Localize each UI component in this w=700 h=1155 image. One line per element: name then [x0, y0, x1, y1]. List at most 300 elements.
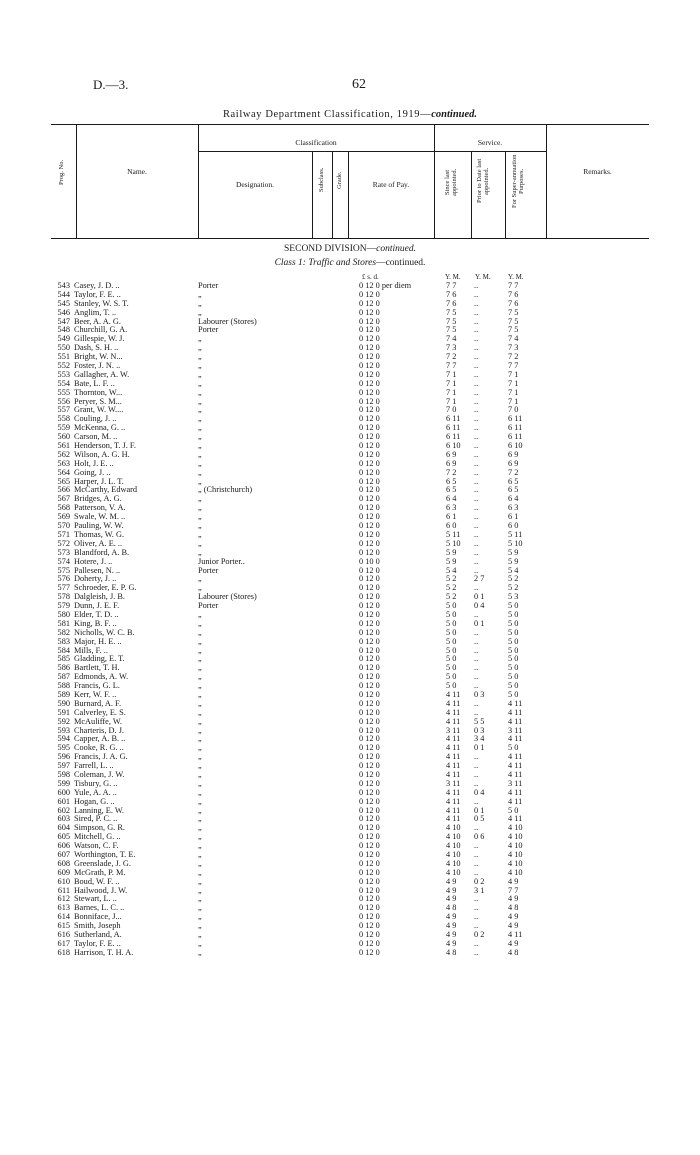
since-last-cell: 4 10	[446, 850, 461, 859]
name-cell: Watson, C. F.	[74, 841, 119, 851]
rate-of-pay-cell: 0 12 0	[359, 894, 380, 904]
page-reference: D.—3.	[93, 77, 129, 92]
header-divider	[546, 124, 547, 238]
name-cell: Smith, Joseph	[74, 921, 121, 931]
prior-to-cell: ..	[474, 387, 479, 397]
name-cell: Bonniface, J...	[74, 912, 122, 922]
prior-to-cell: ..	[474, 867, 479, 877]
prog-no-cell: 572	[57, 538, 70, 548]
rate-of-pay-cell: 0 12 0	[359, 601, 380, 611]
rate-of-pay-cell: 0 12 0	[359, 289, 380, 299]
designation-cell: „	[198, 369, 202, 379]
prog-no-cell: 565	[57, 476, 70, 486]
prior-to-cell: ..	[474, 423, 479, 433]
superannuation-cell: 5 2	[508, 574, 519, 584]
designation-cell: „	[198, 716, 202, 726]
since-last-cell: 4 8	[446, 903, 457, 913]
superannuation-cell: 5 0	[508, 672, 519, 682]
name-cell: Gallagher, A. W.	[74, 369, 130, 379]
prog-no-cell: 574	[57, 556, 70, 566]
rate-of-pay-cell: 0 12 0	[359, 636, 380, 646]
table-row	[0, 949, 700, 958]
name-cell: Taylor, F. E. ..	[74, 289, 121, 299]
rate-of-pay-cell: 0 12 0	[359, 449, 380, 459]
prog-no-cell: 566	[57, 485, 70, 495]
header-top-rule	[51, 124, 649, 125]
prior-to-cell: ..	[474, 538, 479, 548]
superannuation-cell: 5 0	[508, 645, 519, 655]
prog-no-cell: 604	[57, 823, 70, 833]
prog-no-cell: 579	[57, 601, 70, 611]
designation-cell: „	[198, 352, 202, 362]
designation-cell: „	[198, 583, 202, 593]
grade-header: Grade.	[336, 171, 343, 189]
since-last-cell: 4 10	[446, 858, 461, 868]
prior-to-header: Prior to Date last appointed.	[476, 158, 490, 204]
name-cell: Stanley, W. S. T.	[74, 298, 129, 308]
prior-to-cell: 2 7	[474, 574, 485, 584]
superannuation-cell: 4 10	[508, 867, 523, 877]
since-last-cell: 6 11	[446, 432, 461, 442]
designation-cell: „	[198, 503, 202, 513]
designation-cell: „	[198, 689, 202, 699]
superannuation-cell: 4 10	[508, 850, 523, 859]
since-last-cell: 5 0	[446, 609, 457, 619]
designation-cell: „	[198, 378, 202, 388]
header-divider	[505, 151, 506, 238]
superannuation-cell: 6 4	[508, 494, 519, 504]
rate-of-pay-cell: 0 12 0	[359, 361, 380, 371]
designation-cell: „	[198, 725, 202, 735]
designation-cell: „	[198, 307, 202, 317]
prog-no-cell: 544	[57, 289, 70, 299]
prior-to-cell: 3 1	[474, 885, 485, 895]
division-continued: continued.	[376, 244, 416, 254]
rate-of-pay-cell: 0 12 0	[359, 903, 380, 913]
rate-of-pay-cell: 0 12 0	[359, 752, 380, 762]
designation-cell: „	[198, 636, 202, 646]
superannuation-cell: 6 9	[508, 449, 519, 459]
name-cell: Foster, J. N. ..	[74, 361, 121, 371]
prior-to-cell: ..	[474, 565, 479, 575]
superannuation-cell: 4 11	[508, 752, 523, 762]
rate-of-pay-cell: 0 12 0	[359, 512, 380, 522]
name-cell: Carson, M. ..	[74, 432, 118, 442]
rate-of-pay-cell: 0 12 0	[359, 618, 380, 628]
header-divider	[471, 151, 472, 238]
name-cell: Edmonds, A. W.	[74, 672, 129, 682]
name-cell: Hogan, G. ..	[74, 796, 115, 806]
name-cell: Worthington, T. E.	[74, 850, 136, 859]
prior-to-cell: ..	[474, 281, 479, 290]
designation-cell: „	[198, 414, 202, 424]
rate-of-pay-cell: 0 12 0	[359, 912, 380, 922]
since-last-cell: 4 10	[446, 832, 461, 842]
name-cell: Barnes, L. C. ..	[74, 903, 125, 913]
rate-of-pay-cell: 0 12 0	[359, 503, 380, 513]
superannuation-cell: 4 8	[508, 947, 519, 957]
since-last-cell: 6 9	[446, 449, 457, 459]
rate-of-pay-cell: 0 12 0	[359, 814, 380, 824]
prior-to-cell: ..	[474, 778, 479, 788]
prog-no-cell: 586	[57, 663, 70, 673]
designation-cell: „	[198, 467, 202, 477]
designation-cell: „	[198, 494, 202, 504]
designation-cell: „	[198, 538, 202, 548]
prior-to-cell: ..	[474, 325, 479, 335]
prior-to-cell: ..	[474, 752, 479, 762]
prior-to-cell: ..	[474, 627, 479, 637]
rate-of-pay-cell: 0 12 0	[359, 832, 380, 842]
header-divider	[348, 151, 349, 238]
since-last-cell: 5 11	[446, 529, 461, 539]
superannuation-cell: 5 0	[508, 689, 519, 699]
designation-cell: „	[198, 832, 202, 842]
prog-no-cell: 552	[57, 361, 70, 371]
designation-cell: „	[198, 654, 202, 664]
rate-of-pay-cell: 0 12 0	[359, 716, 380, 726]
rate-of-pay-cell: 0 12 0	[359, 476, 380, 486]
prog-no-cell: 573	[57, 547, 70, 557]
designation-cell: Labourer (Stores)	[198, 316, 257, 326]
name-cell: Thornton, W...	[74, 387, 123, 397]
name-cell: Mills, F. ..	[74, 645, 108, 655]
prior-to-cell: ..	[474, 441, 479, 451]
prior-to-cell: 0 2	[474, 930, 485, 940]
prog-no-cell: 570	[57, 521, 70, 531]
since-last-cell: 4 11	[446, 769, 461, 779]
prog-no-cell: 568	[57, 503, 70, 513]
prior-to-cell: ..	[474, 894, 479, 904]
name-cell: Bright, W. N...	[74, 352, 123, 362]
superannuation-cell: 4 11	[508, 787, 523, 797]
designation-cell: „	[198, 574, 202, 584]
since-last-cell: 7 5	[446, 325, 457, 335]
superannuation-cell: 7 7	[508, 281, 519, 290]
since-last-cell: 6 4	[446, 494, 457, 504]
prog-no-cell: 554	[57, 378, 70, 388]
rate-of-pay-cell: 0 10 0	[359, 556, 380, 566]
service-header: Service.	[477, 138, 503, 147]
superannuation-cell: 7 1	[508, 387, 519, 397]
table-body	[0, 282, 700, 958]
prior-to-cell: ..	[474, 485, 479, 495]
superannuation-cell: 7 4	[508, 334, 519, 344]
designation-cell: „	[198, 512, 202, 522]
since-last-cell: 7 1	[446, 369, 457, 379]
rate-of-pay-cell: 0 12 0	[359, 378, 380, 388]
since-last-cell: 4 11	[446, 761, 461, 771]
prog-no-header: Prog. No.	[58, 159, 65, 185]
superannuation-cell: 7 1	[508, 396, 519, 406]
superannuation-cell: 7 7	[508, 361, 519, 371]
name-cell: Grant, W. W....	[74, 405, 124, 415]
since-last-cell: 4 9	[446, 938, 457, 948]
superannuation-cell: 4 9	[508, 894, 519, 904]
prior-to-cell: ..	[474, 405, 479, 415]
since-last-cell: 4 9	[446, 885, 457, 895]
prog-no-cell: 549	[57, 334, 70, 344]
designation-cell: Labourer (Stores)	[198, 592, 257, 602]
rate-of-pay-cell: 0 12 0	[359, 627, 380, 637]
prior-to-cell: ..	[474, 645, 479, 655]
classification-header: Classification	[295, 138, 337, 147]
prior-to-cell: 0 1	[474, 618, 485, 628]
heading-continued: continued.	[431, 109, 478, 120]
designation-cell: „	[198, 805, 202, 815]
designation-cell: „	[198, 885, 202, 895]
prog-no-cell: 548	[57, 325, 70, 335]
superannuation-cell: 6 5	[508, 485, 519, 495]
prog-no-cell: 562	[57, 449, 70, 459]
name-cell: McGrath, P. M.	[74, 867, 126, 877]
designation-cell: „	[198, 761, 202, 771]
superannuation-cell: 4 11	[508, 814, 523, 824]
rate-of-pay-cell: 0 12 0	[359, 538, 380, 548]
since-last-cell: 4 10	[446, 841, 461, 851]
prior-to-cell: ..	[474, 316, 479, 326]
superannuation-cell: 4 11	[508, 761, 523, 771]
prog-no-cell: 564	[57, 467, 70, 477]
designation-cell: „	[198, 672, 202, 682]
designation-cell: „	[198, 627, 202, 637]
rate-of-pay-cell: 0 12 0	[359, 734, 380, 744]
since-last-cell: 7 6	[446, 298, 457, 308]
rate-of-pay-cell: 0 12 0	[359, 689, 380, 699]
name-cell: Beer, A. A. G.	[74, 316, 121, 326]
prog-no-cell: 592	[57, 716, 70, 726]
name-cell: Yule, A. A. ..	[74, 787, 117, 797]
since-last-cell: 7 4	[446, 334, 457, 344]
superannuation-cell: 3 11	[508, 725, 523, 735]
designation-cell: „	[198, 938, 202, 948]
prog-no-cell: 556	[57, 396, 70, 406]
name-cell: Peryer, S. M...	[74, 396, 122, 406]
name-cell: Greenslade, J. G.	[74, 858, 131, 868]
rate-of-pay-cell: 0 12 0	[359, 325, 380, 335]
prior-to-cell: ..	[474, 681, 479, 691]
name-cell: Mitchell, G. ..	[74, 832, 121, 842]
name-cell: Doherty, J. ..	[74, 574, 117, 584]
designation-cell: Porter	[198, 601, 219, 611]
since-last-cell: 6 9	[446, 458, 457, 468]
superannuation-cell: 4 11	[508, 930, 523, 940]
prior-to-cell: ..	[474, 823, 479, 833]
prog-no-cell: 550	[57, 343, 70, 353]
since-last-cell: 4 11	[446, 689, 461, 699]
designation-cell: „	[198, 894, 202, 904]
header-divider	[312, 151, 313, 238]
designation-cell: Porter	[198, 325, 219, 335]
prog-no-cell: 567	[57, 494, 70, 504]
since-last-cell: 4 9	[446, 912, 457, 922]
prior-to-cell: ..	[474, 921, 479, 931]
designation-cell: „	[198, 441, 202, 451]
rate-of-pay-cell: 0 12 0	[359, 574, 380, 584]
rate-of-pay-cell: 0 12 0	[359, 565, 380, 575]
since-last-cell: 5 4	[446, 565, 457, 575]
since-last-cell: 4 11	[446, 805, 461, 815]
name-cell: Oliver, A. E. ..	[74, 538, 123, 548]
rate-of-pay-cell: 0 12 0	[359, 529, 380, 539]
prior-to-cell: ..	[474, 938, 479, 948]
name-cell: Thomas, W. G.	[74, 529, 125, 539]
prog-no-cell: 602	[57, 805, 70, 815]
superannuation-cell: 5 0	[508, 601, 519, 611]
superannuation-cell: 4 11	[508, 716, 523, 726]
since-last-cell: 7 7	[446, 281, 457, 290]
designation-cell: „	[198, 858, 202, 868]
prog-no-cell: 569	[57, 512, 70, 522]
since-last-cell: 7 1	[446, 387, 457, 397]
prog-no-cell: 597	[57, 761, 70, 771]
designation-cell: Porter	[198, 565, 219, 575]
prior-to-cell: ..	[474, 458, 479, 468]
prog-no-cell: 609	[57, 867, 70, 877]
superannuation-cell: 6 11	[508, 423, 523, 433]
designation-cell: „	[198, 618, 202, 628]
prior-units: Y. M.	[475, 273, 491, 281]
designation-cell: „	[198, 947, 202, 957]
superannuation-cell: 4 9	[508, 912, 519, 922]
superannuation-cell: 6 3	[508, 503, 519, 513]
name-cell: Taylor, F. E. ..	[74, 938, 121, 948]
since-last-cell: 5 9	[446, 547, 457, 557]
superannuation-cell: 7 2	[508, 467, 519, 477]
designation-cell: „	[198, 289, 202, 299]
superannuation-cell: 5 9	[508, 556, 519, 566]
prior-to-cell: ..	[474, 512, 479, 522]
prog-no-cell: 560	[57, 432, 70, 442]
prior-to-cell: ..	[474, 556, 479, 566]
designation-cell: „	[198, 734, 202, 744]
since-last-cell: 6 11	[446, 414, 461, 424]
rate-of-pay-cell: 0 12 0	[359, 681, 380, 691]
designation-cell: „	[198, 423, 202, 433]
prog-no-cell: 577	[57, 583, 70, 593]
superannuation-cell: 3 11	[508, 778, 523, 788]
designation-cell: „	[198, 432, 202, 442]
designation-cell: „	[198, 841, 202, 851]
prior-to-cell: ..	[474, 414, 479, 424]
prior-to-cell: ..	[474, 654, 479, 664]
name-cell: Stewart, L. ..	[74, 894, 117, 904]
superannuation-cell: 4 9	[508, 938, 519, 948]
superannuation-cell: 6 5	[508, 476, 519, 486]
prog-no-cell: 606	[57, 841, 70, 851]
rate-of-pay-cell: 0 12 0	[359, 467, 380, 477]
superannuation-cell: 4 9	[508, 921, 519, 931]
rate-of-pay-cell: 0 12 0	[359, 850, 380, 859]
prior-to-cell: 0 2	[474, 876, 485, 886]
prior-to-cell: ..	[474, 636, 479, 646]
rate-of-pay-cell: 0 12 0	[359, 787, 380, 797]
name-cell: Bartlett, T. H.	[74, 663, 120, 673]
prog-no-cell: 588	[57, 681, 70, 691]
since-last-cell: 3 11	[446, 725, 461, 735]
prog-no-cell: 610	[57, 876, 70, 886]
since-last-cell: 6 5	[446, 476, 457, 486]
rate-of-pay-cell: 0 12 0	[359, 521, 380, 531]
rate-of-pay-cell: 0 12 0	[359, 343, 380, 353]
prior-to-cell: ..	[474, 698, 479, 708]
rate-of-pay-cell: 0 12 0	[359, 396, 380, 406]
rate-of-pay-cell: 0 12 0	[359, 547, 380, 557]
designation-cell: „	[198, 663, 202, 673]
designation-cell: „	[198, 476, 202, 486]
prog-no-cell: 547	[57, 316, 70, 326]
name-cell: Lanning, E. W.	[74, 805, 125, 815]
since-last-cell: 6 10	[446, 441, 461, 451]
name-cell: Harper, J. L. T.	[74, 476, 124, 486]
superannuation-cell: 7 6	[508, 289, 519, 299]
rate-of-pay-cell: 0 12 0	[359, 609, 380, 619]
designation-cell: „	[198, 814, 202, 824]
name-cell: Francis, J. A. G.	[74, 752, 128, 762]
prior-to-cell: ..	[474, 663, 479, 673]
since-last-cell: 5 0	[446, 601, 457, 611]
for-super-header: For Super-annuation Purposes.	[511, 154, 525, 208]
rate-of-pay-cell: 0 12 0	[359, 307, 380, 317]
since-last-cell: 4 11	[446, 796, 461, 806]
designation-cell: „	[198, 698, 202, 708]
rate-of-pay-cell: 0 12 0	[359, 583, 380, 593]
superannuation-cell: 6 11	[508, 432, 523, 442]
since-last-cell: 5 0	[446, 663, 457, 673]
designation-cell: „	[198, 645, 202, 655]
rate-of-pay-cell: 0 12 0	[359, 458, 380, 468]
prior-to-cell: ..	[474, 361, 479, 371]
name-cell: Casey, J. D. ..	[74, 281, 120, 290]
name-cell: Bridges, A. G.	[74, 494, 122, 504]
since-last-cell: 4 11	[446, 743, 461, 753]
designation-cell: „	[198, 609, 202, 619]
rate-of-pay-cell: 0 12 0	[359, 921, 380, 931]
designation-cell: „	[198, 743, 202, 753]
rate-of-pay-cell: 0 12 0	[359, 485, 380, 495]
designation-cell: „	[198, 396, 202, 406]
since-last-cell: 4 8	[446, 947, 457, 957]
since-last-cell: 6 11	[446, 423, 461, 433]
since-last-cell: 5 0	[446, 681, 457, 691]
since-last-cell: 4 11	[446, 707, 461, 717]
name-cell: Blandford, A. B.	[74, 547, 130, 557]
superannuation-cell: 4 11	[508, 698, 523, 708]
prog-no-cell: 613	[57, 903, 70, 913]
superannuation-cell: 4 10	[508, 823, 523, 833]
superannuation-cell: 5 0	[508, 636, 519, 646]
prior-to-cell: ..	[474, 476, 479, 486]
designation-cell: „	[198, 521, 202, 531]
superannuation-cell: 5 0	[508, 609, 519, 619]
designation-cell: „	[198, 681, 202, 691]
since-last-cell: 7 2	[446, 352, 457, 362]
prior-to-cell: ..	[474, 529, 479, 539]
prog-no-cell: 576	[57, 574, 70, 584]
header-divider	[332, 151, 333, 238]
header-mid-rule	[198, 151, 546, 152]
prior-to-cell: 3 4	[474, 734, 485, 744]
prior-to-cell: ..	[474, 467, 479, 477]
since-last-cell: 4 11	[446, 787, 461, 797]
name-cell: Schroeder, E. P. G.	[74, 583, 137, 593]
header-divider	[76, 124, 77, 238]
prog-no-cell: 551	[57, 352, 70, 362]
superannuation-cell: 6 1	[508, 512, 519, 522]
superannuation-cell: 4 10	[508, 841, 523, 851]
designation-header: Designation.	[235, 180, 275, 189]
rate-of-pay-cell: 0 12 0	[359, 441, 380, 451]
